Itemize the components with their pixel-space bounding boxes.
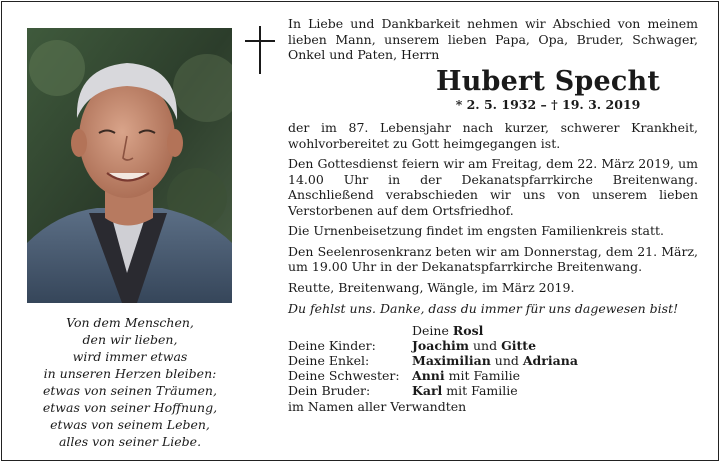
notice-text bbox=[288, 16, 698, 414]
family-row-children bbox=[288, 338, 698, 353]
grandchild-name: Adriana bbox=[522, 352, 578, 368]
family-list bbox=[288, 323, 698, 414]
grandchildren-label: Deine Enkel: bbox=[288, 352, 370, 368]
spouse-prefix: Deine bbox=[412, 322, 449, 338]
poem-line: in unseren Herzen bleiben: bbox=[43, 366, 217, 381]
obituary-notice bbox=[1, 1, 719, 461]
paragraph-passing: der im 87. Lebensjahr nach kurzer, schwerer Krankheit, wohlvorbereitet zu Gott heimgegangen ist. bbox=[288, 120, 698, 151]
brother-suffix: mit Familie bbox=[442, 383, 518, 399]
portrait-photo bbox=[27, 28, 232, 303]
poem-line: etwas von seinem Leben, bbox=[50, 417, 210, 432]
child-name: Joachim bbox=[412, 337, 470, 353]
poem-line: den wir lieben, bbox=[82, 332, 178, 347]
poem-line: wird immer etwas bbox=[72, 349, 188, 364]
poem-line: etwas von seiner Hoffnung, bbox=[42, 400, 218, 415]
poem-line: alles von seiner Liebe. bbox=[58, 434, 202, 449]
family-row-sister bbox=[288, 368, 698, 383]
family-row-brother bbox=[288, 383, 698, 398]
closing-line: Du fehlst uns. Danke, dass du immer für uns dagewesen bist! bbox=[288, 301, 679, 316]
sister-label: Deine Schwester: bbox=[288, 368, 400, 384]
family-row-spouse bbox=[288, 323, 698, 338]
grandchild-name: Maximilian bbox=[412, 352, 491, 368]
sister-name: Anni bbox=[412, 368, 445, 384]
paragraph-place-date: Reutte, Breitenwang, Wängle, im März 2019. bbox=[288, 279, 575, 295]
sister-suffix: mit Familie bbox=[444, 368, 520, 384]
memorial-poem bbox=[24, 314, 236, 450]
paragraph-service: Den Gottesdienst feiern wir am Freitag, dem 22. März 2019, um 14.00 Uhr in der Dekanatspfarrkirche Breitenwang. Anschließend verabschieden wir uns von unserem lieben Verstorbenen auf dem Ortsfriedhof. bbox=[288, 156, 698, 218]
family-footer: im Namen aller Verwandten bbox=[288, 398, 467, 414]
poem-line: Von dem Menschen, bbox=[66, 315, 194, 330]
paragraph-rosary: Den Seelenrosenkranz beten wir am Donnerstag, dem 21. März, um 19.00 Uhr in der Dekanatspfarrkirche Breitenwang. bbox=[288, 243, 698, 274]
poem-line: etwas von seinen Träumen, bbox=[43, 383, 217, 398]
spouse-name: Rosl bbox=[452, 322, 484, 338]
deceased-name: Hubert Specht bbox=[436, 65, 660, 97]
brother-label: Dein Bruder: bbox=[288, 383, 371, 399]
child-name: Gitte bbox=[501, 337, 537, 353]
conjunction: und bbox=[469, 337, 502, 353]
life-dates: * 2. 5. 1932 – † 19. 3. 2019 bbox=[455, 96, 641, 112]
paragraph-urn: Die Urnenbeisetzung findet im engsten Familienkreis statt. bbox=[288, 223, 665, 238]
family-row-grandchildren bbox=[288, 353, 698, 368]
cross-icon bbox=[245, 26, 275, 74]
portrait-illustration bbox=[27, 28, 232, 303]
intro-text: In Liebe und Dankbarkeit nehmen wir Abschied von meinem lieben Mann, unserem lieben Papa, Opa, Bruder, Schwager, Onkel und Paten, Herrn bbox=[288, 16, 698, 62]
children-label: Deine Kinder: bbox=[288, 337, 376, 353]
brother-name: Karl bbox=[412, 383, 443, 399]
conjunction: und bbox=[490, 352, 523, 368]
